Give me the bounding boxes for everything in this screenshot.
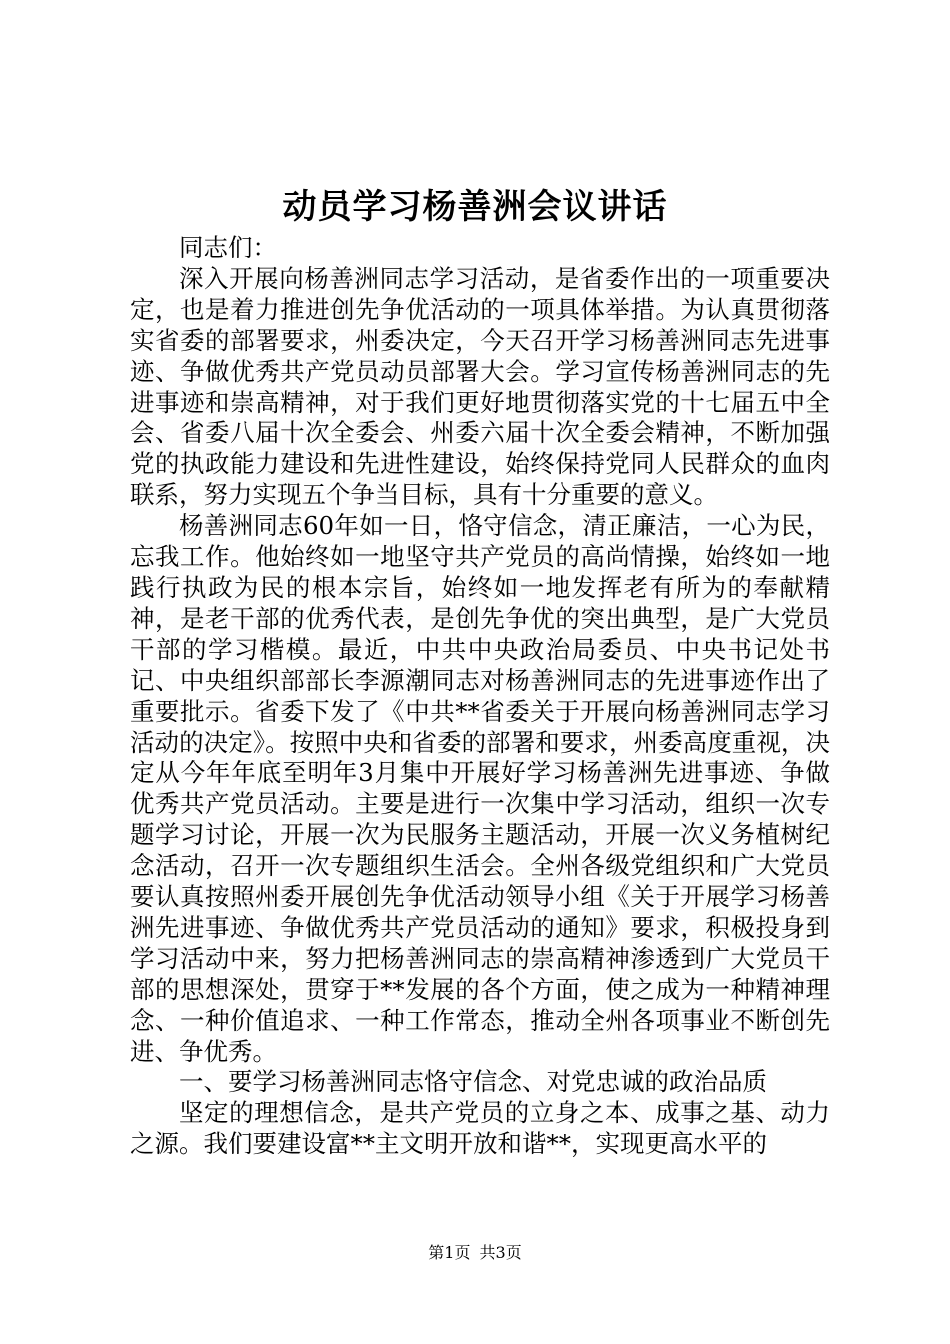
page-footer: 第1页 共3页 — [428, 1243, 522, 1262]
document-title: 动员学习杨善洲会议讲话 — [282, 187, 668, 227]
body-paragraph: 坚定的理想信念，是共产党员的立身之本、成事之基、动力之源。我们要建设富**主文明开放和谐**，实现更高水平的 — [130, 1098, 830, 1159]
body-paragraph: 杨善洲同志60年如一日，恪守信念，清正廉洁，一心为民，忘我工作。他始终如一地坚守共产党员的高尚情操，始终如一地践行执政为民的根本宗旨，始终如一地发挥老有所为的奉献精神，是老干部的优秀代表，是创先争优的突出典型，是广大党员干部的学习楷模。最近，中共中央政治局委员、中央书记处书记、中央组织部部长李源潮同志对杨善洲同志的先进事迹作出了重要批示。省委下发了《中共**省委关于开展向杨善洲同志学习活动的决定》。按照中央和省委的部署和要求，州委高度重视，决定从今年年底至明年3月集中开展好学习杨善洲先进事迹、争做优秀共产党员活动。主要是进行一次集中学习活动，组织一次专题学习讨论，开展一次为民服务主题活动，开展一次义务植树纪念活动，召开一次专题组织生活会。全州各级党组织和广大党员要认真按照州委开展创先争优活动领导小组《关于开展学习杨善洲先进事迹、争做优秀共产党员活动的通知》要求，积极投身到学习活动中来，努力把杨善洲同志的崇高精神渗透到广大党员干部的思想深处，贯穿于**发展的各个方面，使之成为一种精神理念、一种价值追求、一种工作常态，推动全州各项事业不断创先进、争优秀。 — [130, 511, 830, 1066]
section-heading: 一、要学习杨善洲同志恪守信念、对党忠诚的政治品质 — [179, 1067, 767, 1097]
body-paragraph: 深入开展向杨善洲同志学习活动，是省委作出的一项重要决定，也是着力推进创先争优活动的一项具体举措。为认真贯彻落实省委的部署要求，州委决定，今天召开学习杨善洲同志先进事迹、争做优秀共产党员动员部署大会。学习宣传杨善洲同志的先进事迹和崇高精神，对于我们更好地贯彻落实党的十七届五中全会、省委八届十次全委会、州委六届十次全委会精神，不断加强党的执政能力建设和先进性建设，始终保持党同人民群众的血肉联系，努力实现五个争当目标，具有十分重要的意义。 — [130, 263, 830, 510]
salutation: 同志们： — [179, 233, 277, 262]
document-body — [130, 233, 830, 1160]
